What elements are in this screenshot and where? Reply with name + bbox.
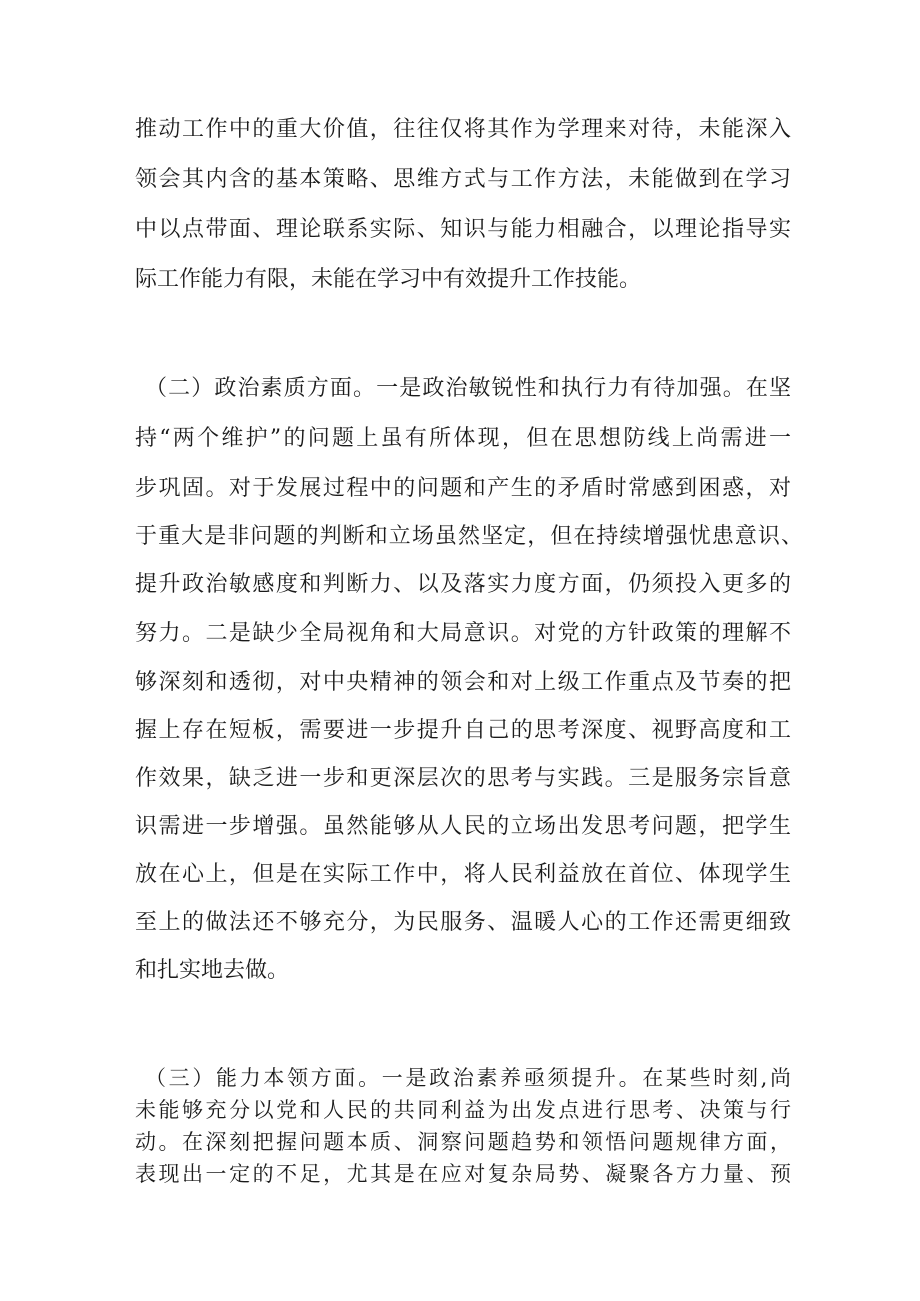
text-line: 持“两个维护”的问题上虽有所体现，但在思想防线上尚需进一 — [135, 426, 791, 451]
text-line: 放在心上，但是在实际工作中，将人民利益放在首位、体现学生 — [135, 862, 791, 887]
text-line: 作效果，缺乏进一步和更深层次的思考与实践。三是服务宗旨意 — [135, 766, 791, 791]
text-line: 未能够充分以党和人民的共同利益为出发点进行思考、决策与行 — [135, 1098, 791, 1122]
text-line: 动。在深刻把握问题本质、洞察问题趋势和领悟问题规律方面， — [135, 1130, 791, 1154]
text-line: 够深刻和透彻，对中央精神的领会和对上级工作重点及节奏的把 — [135, 670, 791, 695]
section-heading-line: （三）能力本领方面。一是政治素养亟须提升。在某些时刻,尚 — [145, 1066, 791, 1090]
text-line: 识需进一步增强。虽然能够从人民的立场出发思考问题，把学生 — [135, 814, 791, 839]
text-line: 推动工作中的重大价值，往往仅将其作为学理来对待，未能深入 — [135, 117, 791, 142]
text-line: 中以点带面、理论联系实际、知识与能力相融合，以理论指导实 — [135, 217, 791, 242]
text-line: 于重大是非问题的判断和立场虽然坚定，但在持续增强忧患意识、 — [135, 524, 803, 549]
text-line: 提升政治敏感度和判断力、以及落实力度方面，仍须投入更多的 — [135, 572, 791, 597]
text-line: 和扎实地去做。 — [135, 958, 290, 983]
text-line: 领会其内含的基本策略、思维方式与工作方法，未能做到在学习 — [135, 167, 791, 192]
section-heading-line: （二）政治素质方面。一是政治敏锐性和执行力有待加强。在坚 — [145, 376, 791, 401]
text-line: 至上的做法还不够充分，为民服务、温暖人心的工作还需更细致 — [135, 910, 791, 935]
text-line: 表现出一定的不足，尤其是在应对复杂局势、凝聚各方力量、预 — [135, 1162, 791, 1186]
text-line: 步巩固。对于发展过程中的问题和产生的矛盾时常感到困惑，对 — [135, 476, 791, 501]
text-line: 努力。二是缺少全局视角和大局意识。对党的方针政策的理解不 — [135, 621, 791, 646]
text-line: 际工作能力有限，未能在学习中有效提升工作技能。 — [135, 267, 642, 292]
text-line: 握上存在短板，需要进一步提升自己的思考深度、视野高度和工 — [135, 718, 791, 743]
